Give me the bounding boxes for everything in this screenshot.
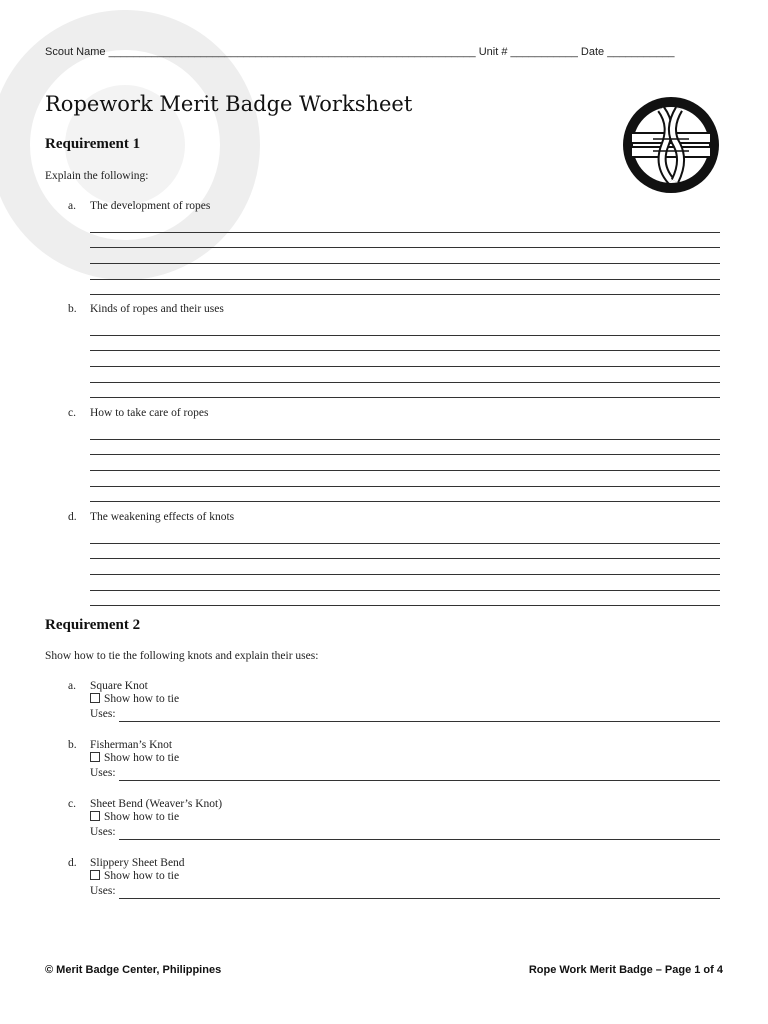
footer-page-info: Rope Work Merit Badge – Page 1 of 4 <box>528 964 723 976</box>
show-how-label: Show how to tie <box>104 811 180 823</box>
uses-row <box>90 884 720 899</box>
unit-field[interactable]: ___________ <box>510 46 578 58</box>
uses-row <box>90 707 720 722</box>
uses-field[interactable] <box>119 828 720 840</box>
date-field[interactable]: ___________ <box>607 46 675 58</box>
answer-lines[interactable] <box>90 424 720 502</box>
show-how-row <box>90 810 720 825</box>
knot-name: Slippery Sheet Bend <box>90 857 185 869</box>
item-text: How to take care of ropes <box>90 407 209 419</box>
show-how-row <box>90 751 720 766</box>
answer-line[interactable] <box>90 440 720 456</box>
uses-row <box>90 766 720 781</box>
answer-line[interactable] <box>90 217 720 233</box>
answer-line[interactable] <box>90 591 720 607</box>
req1-item-d <box>68 511 720 606</box>
item-letter: b. <box>68 739 77 751</box>
answer-line[interactable] <box>90 487 720 503</box>
uses-field[interactable] <box>119 769 720 781</box>
item-letter: c. <box>68 798 76 810</box>
answer-line[interactable] <box>90 383 720 399</box>
knot-item-b <box>68 739 720 781</box>
item-text: The development of ropes <box>90 200 211 212</box>
answer-line[interactable] <box>90 575 720 591</box>
scout-name-field[interactable]: ____________________________________________________________ <box>108 46 476 58</box>
show-how-checkbox[interactable] <box>90 752 100 762</box>
item-letter: a. <box>68 680 76 692</box>
item-letter: a. <box>68 200 76 212</box>
show-how-label: Show how to tie <box>104 693 180 705</box>
requirement-2-heading: Requirement 2 <box>45 617 141 633</box>
footer-copyright: © Merit Badge Center, Philippines <box>45 964 222 976</box>
answer-line[interactable] <box>90 528 720 544</box>
answer-line[interactable] <box>90 280 720 296</box>
unit-label: Unit # <box>478 46 508 58</box>
knot-item-c <box>68 798 720 840</box>
answer-line[interactable] <box>90 471 720 487</box>
answer-line[interactable] <box>90 233 720 249</box>
page-title: Ropework Merit Badge Worksheet <box>45 92 413 116</box>
requirement-2-intro: Show how to tie the following knots and explain their uses: <box>45 650 319 662</box>
uses-label: Uses: <box>90 708 116 720</box>
show-how-label: Show how to tie <box>104 752 180 764</box>
knot-item-d <box>68 857 720 899</box>
answer-line[interactable] <box>90 559 720 575</box>
show-how-row <box>90 692 720 707</box>
req1-item-a <box>68 200 720 295</box>
item-text: Kinds of ropes and their uses <box>90 303 224 315</box>
answer-lines[interactable] <box>90 320 720 398</box>
knot-name: Fisherman’s Knot <box>90 739 173 751</box>
answer-line[interactable] <box>90 367 720 383</box>
show-how-checkbox[interactable] <box>90 693 100 703</box>
uses-row <box>90 825 720 840</box>
answer-lines[interactable] <box>90 528 720 606</box>
rope-badge-icon <box>621 95 721 195</box>
answer-line[interactable] <box>90 544 720 560</box>
show-how-row <box>90 869 720 884</box>
answer-line[interactable] <box>90 455 720 471</box>
answer-line[interactable] <box>90 351 720 367</box>
item-letter: b. <box>68 303 77 315</box>
uses-label: Uses: <box>90 767 116 779</box>
item-text: The weakening effects of knots <box>90 511 235 523</box>
req1-item-b <box>68 303 720 398</box>
answer-line[interactable] <box>90 424 720 440</box>
uses-label: Uses: <box>90 885 116 897</box>
item-letter: c. <box>68 407 76 419</box>
knot-item-a <box>68 680 720 722</box>
answer-line[interactable] <box>90 336 720 352</box>
date-label: Date <box>580 46 605 58</box>
knot-name: Sheet Bend (Weaver’s Knot) <box>90 798 223 810</box>
item-letter: d. <box>68 857 77 869</box>
show-how-label: Show how to tie <box>104 870 180 882</box>
show-how-checkbox[interactable] <box>90 870 100 880</box>
answer-line[interactable] <box>90 320 720 336</box>
uses-label: Uses: <box>90 826 116 838</box>
item-letter: d. <box>68 511 77 523</box>
show-how-checkbox[interactable] <box>90 811 100 821</box>
req1-item-c <box>68 407 720 502</box>
answer-line[interactable] <box>90 264 720 280</box>
scout-info-line <box>45 46 675 58</box>
answer-line[interactable] <box>90 248 720 264</box>
uses-field[interactable] <box>119 887 720 899</box>
knot-name: Square Knot <box>90 680 148 692</box>
requirement-1-intro: Explain the following: <box>45 170 149 182</box>
uses-field[interactable] <box>119 710 720 722</box>
answer-lines[interactable] <box>90 217 720 295</box>
requirement-1-heading: Requirement 1 <box>45 136 141 152</box>
scout-name-label: Scout Name <box>45 46 106 58</box>
